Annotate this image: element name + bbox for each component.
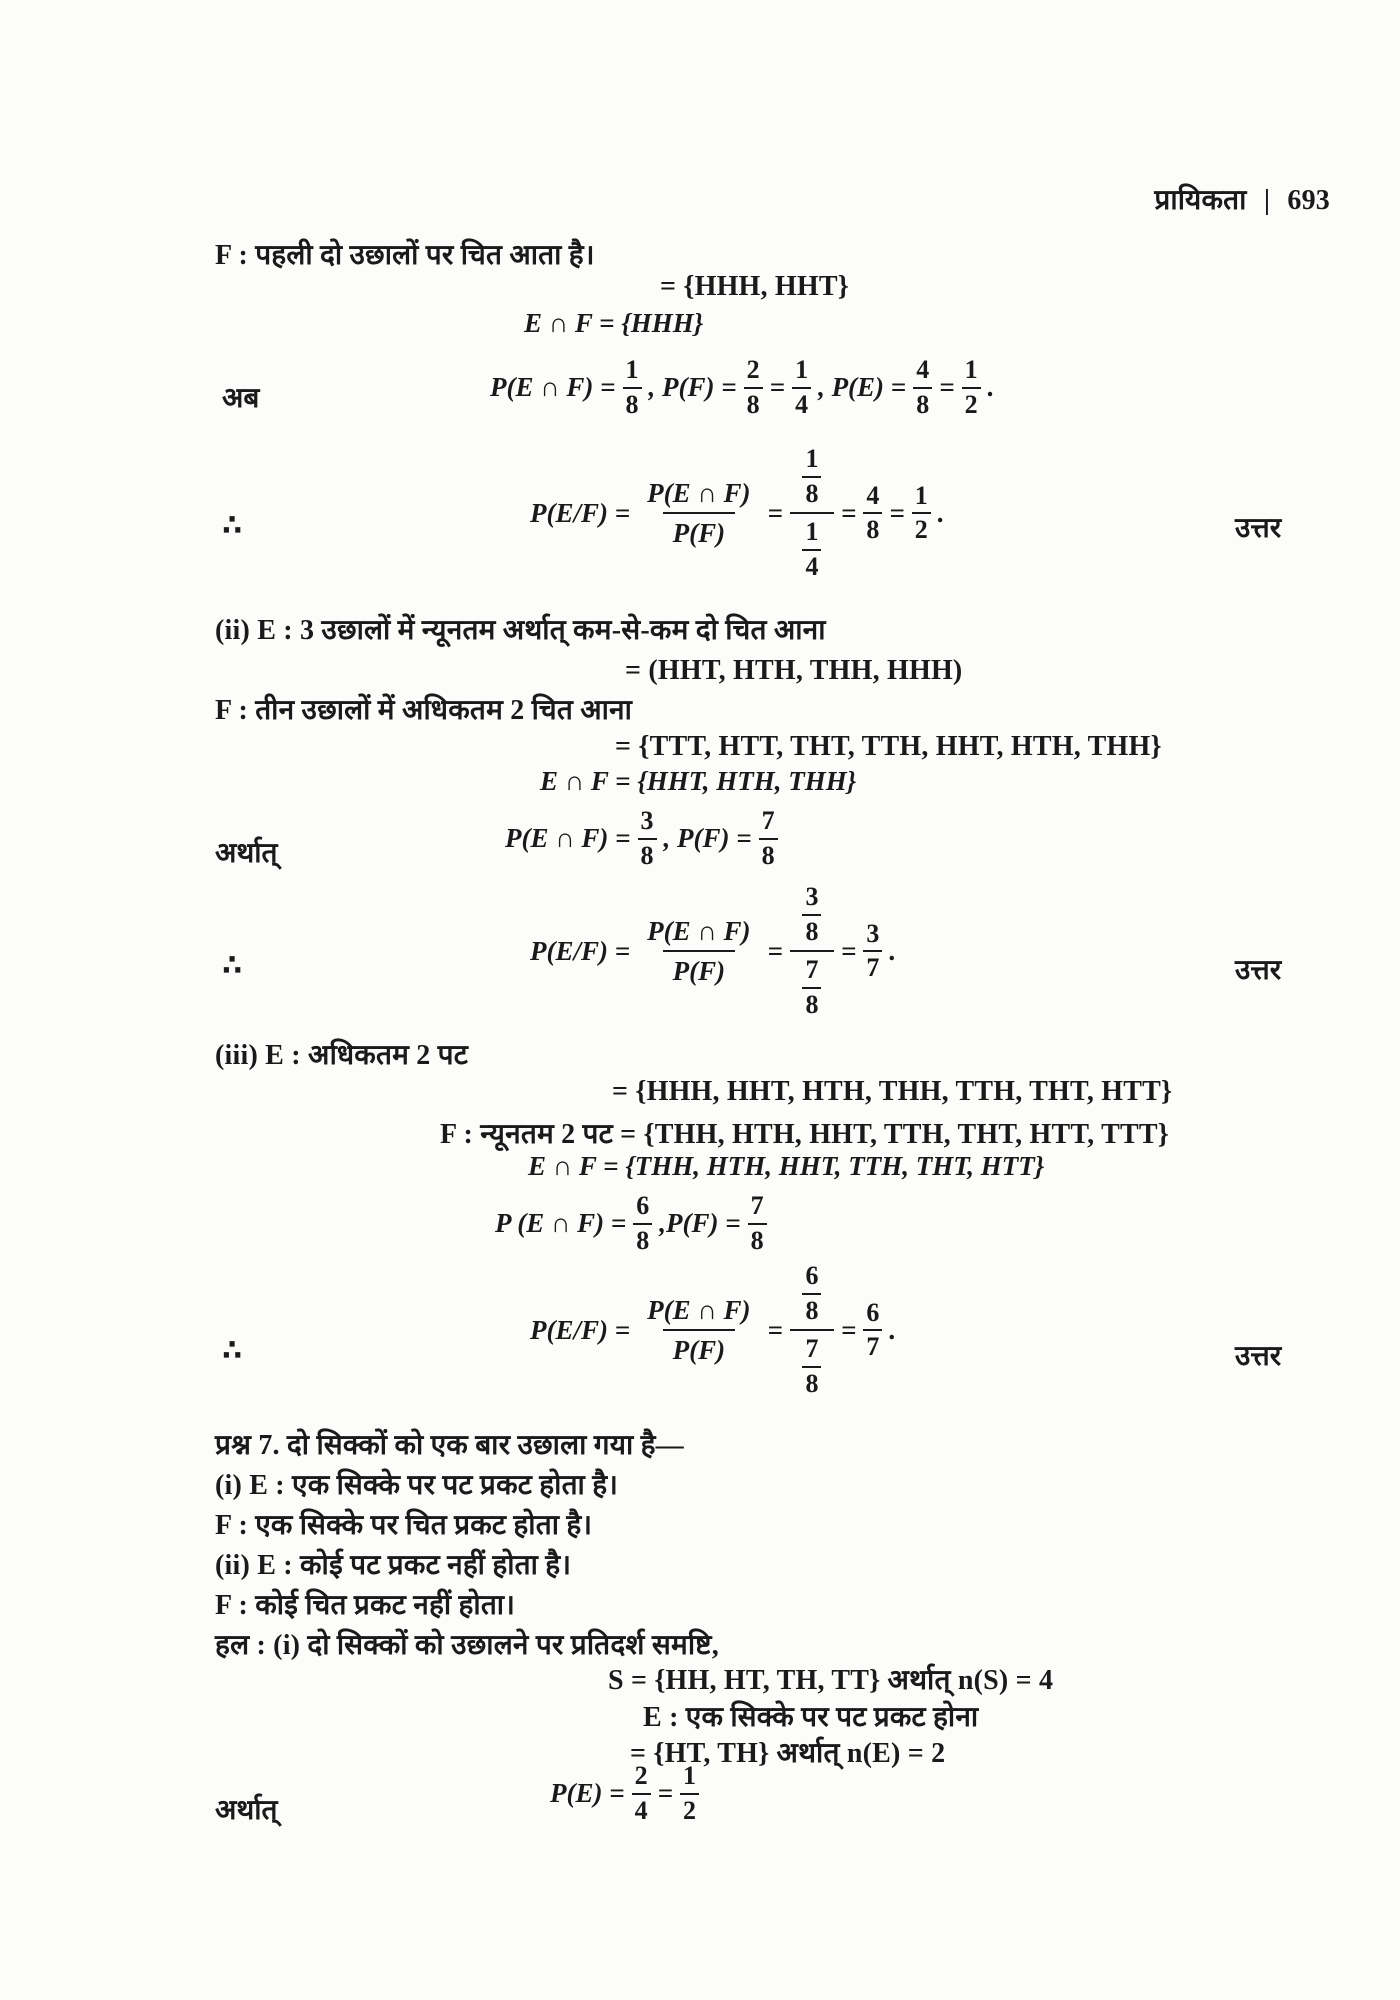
q7-part-i-e: (i) E : एक सिक्के पर पट प्रकट होता है।	[215, 1470, 619, 1501]
fraction: $\frac{1}{2}$	[680, 1763, 699, 1824]
q7-part-ii-f: F : कोई चित प्रकट नहीं होता।	[215, 1590, 516, 1621]
big-fraction: $\frac{P(E \cap F)}{P(F)}$	[647, 1294, 751, 1366]
fraction: $\frac{6}{8}$	[633, 1193, 652, 1254]
q7-part-ii-e: (ii) E : कोई पट प्रकट नहीं होता है।	[215, 1550, 572, 1581]
eq-term: P(E ∩ F) =	[490, 372, 616, 403]
answer-label: उत्तर	[1235, 513, 1282, 544]
stacked-fraction: $\frac{6}{8}$ $\frac{7}{8}$	[790, 1263, 834, 1397]
fraction: $\frac{1}{2}$	[912, 483, 931, 544]
sec3-conditional-probability-equation	[530, 1263, 896, 1397]
big-fraction: $\frac{P(E \cap F)}{P(F)}$	[647, 915, 751, 987]
fraction: $\frac{1}{2}$	[962, 357, 981, 418]
fraction: $\frac{4}{8}$	[863, 483, 882, 544]
eq-term: ,P(F) =	[659, 1208, 741, 1239]
eq-term: P(E) =	[550, 1778, 625, 1809]
sec1-now-label: अब	[222, 383, 260, 414]
stacked-fraction: $\frac{3}{8}$ $\frac{7}{8}$	[790, 884, 834, 1018]
eq-term: =	[767, 935, 783, 966]
therefore-symbol: ∴	[222, 948, 243, 982]
eq-term: P(E ∩ F) =	[505, 823, 631, 854]
eq-term: P(E/F) =	[530, 1314, 631, 1345]
fraction: $\frac{3}{7}$	[863, 921, 882, 982]
q7-arthat-label: अर्थात्	[215, 1795, 278, 1826]
sec2-e-set: = (HHT, HTH, THH, HHH)	[625, 655, 963, 686]
sec3-e-intersect-f: E ∩ F = {THH, HTH, HHT, TTH, THT, HTT}	[528, 1151, 1045, 1181]
sec2-conditional-probability-equation	[530, 884, 896, 1018]
fraction: $\frac{3}{8}$	[638, 808, 657, 869]
q7-part-i-f: F : एक सिक्के पर चित प्रकट होता है।	[215, 1510, 593, 1541]
eq-term: , P(F) =	[663, 823, 752, 854]
fraction: $\frac{1}{4}$	[792, 357, 811, 418]
eq-term: , P(F) =	[648, 372, 737, 403]
sec1-probability-equation	[490, 357, 994, 418]
eq-term: .	[889, 1314, 897, 1345]
sec1-f-set: = {HHH, HHT}	[660, 271, 849, 302]
eq-term: =	[840, 935, 857, 966]
sec1-e-intersect-f: E ∩ F = {HHH}	[524, 308, 704, 338]
sec3-e-definition: (iii) E : अधिकतम 2 पट	[215, 1040, 469, 1071]
eq-term: =	[889, 497, 905, 528]
main-fraction-bar	[790, 1329, 834, 1331]
eq-term: , P(E) =	[818, 372, 907, 403]
eq-term: P(E/F) =	[530, 935, 631, 966]
fraction: $\frac{2}{4}$	[632, 1763, 651, 1824]
sec2-e-definition: (ii) E : 3 उछालों में न्यूनतम अर्थात् कम-से-कम दो चित आना	[215, 615, 826, 646]
eq-term: =	[767, 1314, 783, 1345]
main-fraction-bar	[790, 950, 834, 952]
question7-title: प्रश्न 7. दो सिक्कों को एक बार उछाला गया है—	[215, 1430, 684, 1461]
big-fraction: $\frac{P(E \cap F)}{P(F)}$	[647, 477, 751, 549]
q7-probability-equation	[550, 1763, 699, 1824]
sec2-e-intersect-f: E ∩ F = {HHT, HTH, THH}	[540, 766, 857, 796]
sec3-probability-equation	[495, 1193, 767, 1254]
sec3-e-set: = {HHH, HHT, HTH, THH, TTH, THT, HTT}	[612, 1076, 1173, 1107]
fraction: $\frac{1}{8}$	[623, 357, 642, 418]
fraction: $\frac{7}{8}$	[759, 808, 778, 869]
sec3-f-definition: F : न्यूनतम 2 पट = {THH, HTH, HHT, TTH, THT, HTT, TTT}	[440, 1119, 1169, 1150]
fraction: $\frac{4}{8}$	[913, 357, 932, 418]
page-number: 693	[1287, 185, 1330, 216]
answer-label: उत्तर	[1235, 955, 1282, 986]
q7-solution-intro: हल : (i) दो सिक्कों को उछालने पर प्रतिदर्श समष्टि,	[215, 1630, 719, 1661]
answer-label: उत्तर	[1235, 1341, 1282, 1372]
sec2-probability-equation	[505, 808, 778, 869]
therefore-symbol: ∴	[222, 508, 243, 542]
stacked-fraction: $\frac{1}{8}$ $\frac{1}{4}$	[790, 446, 834, 580]
sec1-f-definition: F : पहली दो उछालों पर चित आता है।	[215, 240, 595, 271]
eq-term: =	[840, 1314, 857, 1345]
eq-term: =	[939, 372, 955, 403]
sec2-f-set: = {TTT, HTT, THT, TTH, HHT, HTH, THH}	[615, 731, 1162, 762]
page-header	[1154, 180, 1330, 218]
eq-term: P(E/F) =	[530, 497, 631, 528]
fraction: $\frac{7}{8}$	[748, 1193, 767, 1254]
eq-term: P (E ∩ F) =	[495, 1208, 627, 1239]
main-fraction-bar	[790, 512, 834, 514]
sec1-conditional-probability-equation	[530, 446, 944, 580]
eq-term: =	[767, 497, 783, 528]
q7-sample-space: S = {HH, HT, TH, TT} अर्थात् n(S) = 4	[608, 1665, 1054, 1696]
q7-event-e-set: = {HT, TH} अर्थात् n(E) = 2	[630, 1738, 946, 1769]
eq-term: =	[840, 497, 857, 528]
eq-term: .	[987, 372, 995, 403]
q7-event-e-definition: E : एक सिक्के पर पट प्रकट होना	[643, 1702, 979, 1733]
header-divider: |	[1263, 185, 1271, 216]
fraction: $\frac{6}{7}$	[863, 1300, 882, 1361]
therefore-symbol: ∴	[222, 1333, 243, 1367]
eq-term: .	[889, 935, 897, 966]
fraction: $\frac{2}{8}$	[744, 357, 763, 418]
sec2-arthat-label: अर्थात्	[215, 838, 278, 869]
eq-term: =	[769, 372, 786, 403]
eq-term: =	[657, 1778, 674, 1809]
chapter-title: प्रायिकता	[1154, 185, 1247, 216]
eq-term: .	[937, 497, 945, 528]
sec2-f-definition: F : तीन उछालों में अधिकतम 2 चित आना	[215, 695, 633, 726]
